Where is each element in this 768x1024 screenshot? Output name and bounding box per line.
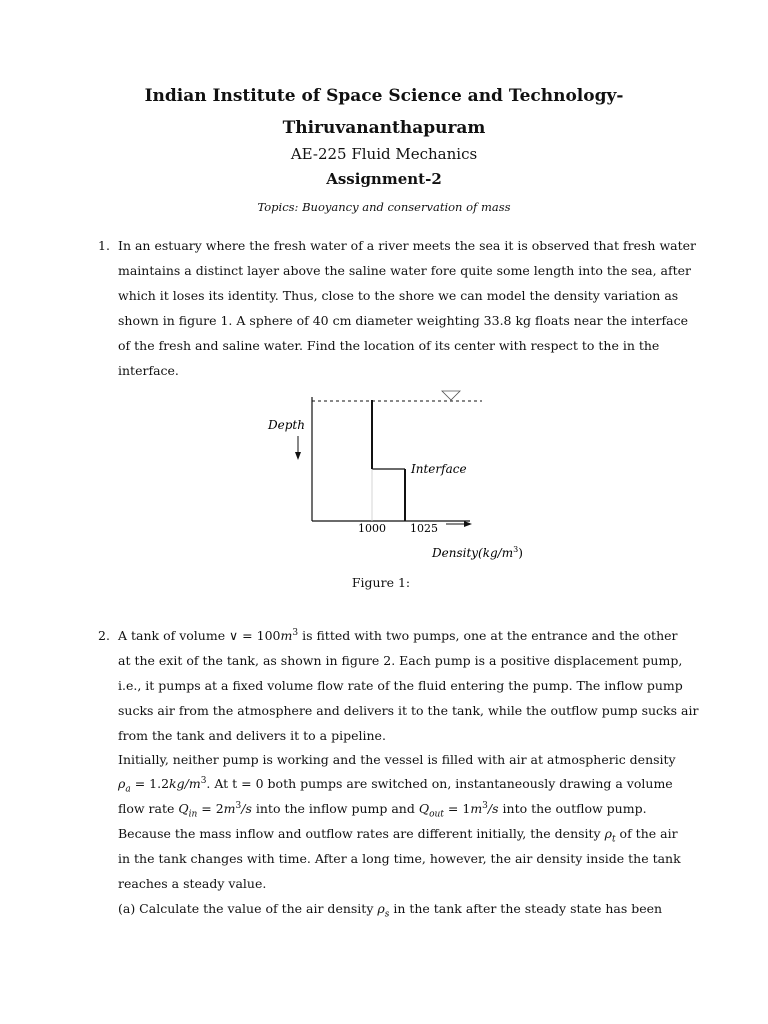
q2-line: A tank of volume ∨ = $100m^3$ is fitted with two pumps, one at the entrance and the other <box>118 628 678 644</box>
q2-line: flow rate $Q_{in} = 2m^3/s$ into the inflow pump and $Q_{out} = 1m^3/s$ into the outflow pump. <box>118 801 647 820</box>
q1-line: of the fresh and saline water. Find the location of its center with respect to the in the <box>118 338 660 353</box>
figure-1-caption: Figure 1: <box>351 575 411 590</box>
tick-label-1025: 1025 <box>410 522 438 535</box>
q2-line: at the exit of the tank, as shown in figure 2. Each pump is a positive displacement pump, <box>118 653 683 668</box>
density-axis-label: $Density(kg/m^3)$ <box>432 545 523 560</box>
course-name: AE-225 Fluid Mechanics <box>290 145 478 163</box>
depth-arrow-head <box>295 452 301 460</box>
assignment-title: Assignment-2 <box>326 170 442 188</box>
figure-1-diagram <box>0 380 768 580</box>
q2-line: sucks air from the atmosphere and delivers it to the tank, while the outflow pump sucks air <box>118 703 699 718</box>
q2-line: in the tank changes with time. After a long time, however, the air density inside the tank <box>118 851 681 866</box>
q2-line: $\rho_a = 1.2kg/m^3$. At t = 0 both pumps are switched on, instantaneously drawing a volume <box>118 776 673 795</box>
interface-label: Interface <box>411 462 467 476</box>
q1-line: shown in figure 1. A sphere of 40 cm diameter weighting 33.8 kg floats near the interface <box>118 313 688 328</box>
q2-line: (a) Calculate the value of the air density $\rho_s$ in the tank after the steady state has been <box>118 901 663 920</box>
q1-line: In an estuary where the fresh water of a river meets the sea it is observed that fresh water <box>118 238 696 253</box>
q2-line: Initially, neither pump is working and the vessel is filled with air at atmospheric density <box>118 752 676 767</box>
water-surface-marker <box>442 391 460 400</box>
q2-line: Because the mass inflow and outflow rates are different initially, the density $\rho_t$ of the air <box>118 826 678 845</box>
density-arrow-head <box>464 521 472 527</box>
q2-line: i.e., it pumps at a fixed volume flow rate of the fluid entering the pump. The inflow pump <box>118 678 683 693</box>
depth-label: Depth <box>268 418 305 432</box>
q1-line: which it loses its identity. Thus, close to the shore we can model the density variation as <box>118 288 679 303</box>
q2-line: from the tank and delivers it to a pipeline. <box>118 728 386 743</box>
q1-line: maintains a distinct layer above the saline water fore quite some length into the sea, after <box>118 263 691 278</box>
tick-label-1000: 1000 <box>358 522 386 535</box>
q2-line: reaches a steady value. <box>118 876 267 891</box>
q1-number: 1. <box>98 238 110 253</box>
q2-number: 2. <box>98 628 110 643</box>
title-line-2: Thiruvananthapuram <box>282 118 486 138</box>
topics-line: Topics: Buoyancy and conservation of mass <box>257 200 511 214</box>
title-line-1: Indian Institute of Space Science and Technology- <box>144 86 624 106</box>
q1-line: interface. <box>118 363 179 378</box>
